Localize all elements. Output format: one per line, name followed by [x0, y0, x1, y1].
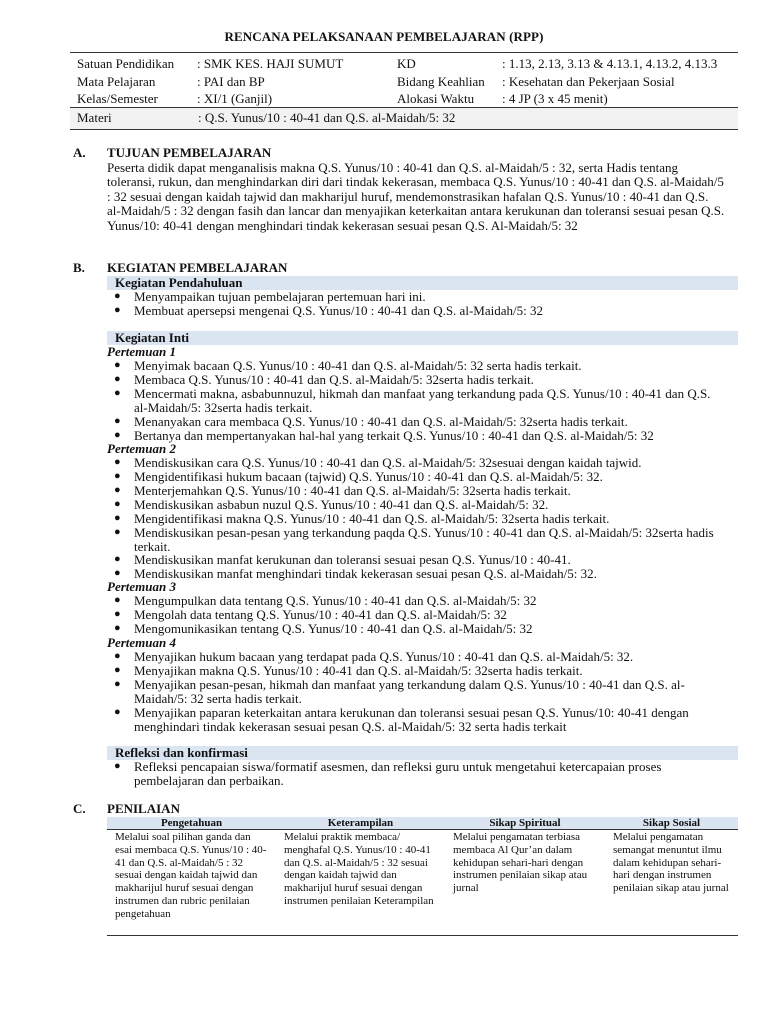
- list-item: [107, 470, 725, 484]
- bullet-icon: ●: [114, 567, 121, 579]
- list-item: [107, 512, 725, 526]
- bullet-icon: ●: [114, 553, 121, 565]
- list-item-text: Menyampaikan tujuan pembelajaran pertemuan hari ini.: [134, 289, 426, 304]
- penilaian-body-row: [107, 830, 738, 936]
- bidang-value: : Kesehatan dan Pekerjaan Sosial: [502, 73, 675, 89]
- list-item: [107, 553, 725, 567]
- alokasi-value: : 4 JP (3 x 45 menit): [502, 91, 608, 106]
- pertemuan-3-label: Pertemuan 3: [107, 579, 176, 594]
- inti-band: Kegiatan Inti: [107, 331, 738, 345]
- col-keterampilan: Keterampilan: [276, 817, 445, 830]
- bullet-icon: ●: [114, 498, 121, 510]
- bullet-icon: ●: [114, 290, 121, 302]
- penilaian-header-row: [107, 817, 738, 830]
- list-item: [107, 290, 725, 304]
- list-item-text: Mengidentifikasi hukum bacaan (tajwid) Q.S. Yunus/10 : 40-41 dan Q.S. al-Maidah/5: 32.: [134, 469, 603, 484]
- list-item-text: Mendiskusikan cara Q.S. Yunus/10 : 40-41 dan Q.S. al-Maidah/5: 32sesuai dengan kaidah tajwid.: [134, 455, 642, 470]
- list-item-text: Refleksi pencapaian siswa/formatif asesmen, dan refleksi guru untuk mengetahui ketercapaian proses pembelajaran dan perbaikan.: [134, 759, 662, 788]
- list-item: [107, 429, 725, 443]
- list-item-text: Mengumpulkan data tentang Q.S. Yunus/10 : 40-41 dan Q.S. al-Maidah/5: 32: [134, 593, 537, 608]
- section-c-title: PENILAIAN: [107, 801, 180, 816]
- list-item: [107, 373, 725, 387]
- list-item-text: Menyajikan makna Q.S. Yunus/10 : 40-41 dan Q.S. al-Maidah/5: 32serta hadis terkait.: [134, 663, 583, 678]
- mapel-label: Mata Pelajaran: [77, 73, 156, 89]
- list-item-text: Mengomunikasikan tentang Q.S. Yunus/10 : 40-41 dan Q.S. al-Maidah/5: 32: [134, 621, 533, 636]
- list-item: [107, 526, 725, 554]
- list-item: [107, 706, 725, 734]
- section-b-letter: B.: [73, 260, 85, 275]
- list-item: [107, 567, 725, 581]
- materi-label: Materi: [77, 110, 112, 125]
- col-pengetahuan: Pengetahuan: [107, 817, 276, 830]
- header-divider-bottom: [70, 129, 738, 130]
- list-item-text: Mengolah data tentang Q.S. Yunus/10 : 40-41 dan Q.S. al-Maidah/5: 32: [134, 607, 507, 622]
- list-item-text: Menyajikan pesan-pesan, hikmah dan manfaat yang terkandung dalam Q.S. Yunus/10 : 40-41 dan Q.S. al-Maidah/5: 32 serta hadis terkait.: [134, 677, 685, 706]
- header-row-satuan: [70, 52, 738, 73]
- list-item: [107, 456, 725, 470]
- list-item-text: Mendiskusikan asbabun nuzul Q.S. Yunus/10 : 40-41 dan Q.S. al-Maidah/5: 32.: [134, 497, 549, 512]
- list-item: [107, 304, 725, 318]
- section-a-title: TUJUAN PEMBELAJARAN: [107, 145, 272, 160]
- col-sikap-sosial: Sikap Sosial: [605, 817, 738, 830]
- list-item: [107, 387, 725, 415]
- bullet-icon: ●: [114, 387, 121, 399]
- cell-keterampilan: Melalui praktik membaca/ menghafal Q.S. Yunus/10 : 40-41 dan Q.S. al-Maidah/5 : 32 sesuai dengan kaidah tajwid dan makharijul huruf sesuai dengan instrumen penilaian Keterampilan: [276, 830, 445, 936]
- pertemuan-1-label: Pertemuan 1: [107, 344, 176, 359]
- bullet-icon: ●: [114, 415, 121, 427]
- bullet-icon: ●: [114, 470, 121, 482]
- materi-value: : Q.S. Yunus/10 : 40-41 dan Q.S. al-Maidah/5: 32: [198, 110, 456, 125]
- list-item: [107, 359, 725, 373]
- bullet-icon: ●: [114, 706, 121, 718]
- section-b-title: KEGIATAN PEMBELAJARAN: [107, 260, 288, 275]
- bullet-icon: ●: [114, 760, 121, 772]
- bullet-icon: ●: [114, 304, 121, 316]
- list-item-text: Menyajikan paparan keterkaitan antara kerukunan dan toleransi sesuai pesan Q.S. Yunus/10: 40-41 dengan menghindari tindak kekerasan sesuai pesan Q.S. al-Maidah/5: 32 serta hadis terkait: [134, 705, 689, 734]
- bullet-icon: ●: [114, 594, 121, 606]
- bullet-icon: ●: [114, 512, 121, 524]
- cell-sikap-spiritual: Melalui pengamatan terbiasa membaca Al Qur’an dalam kehidupan sehari-hari dengan instrumen penilaian sikap atau jurnal: [445, 830, 605, 936]
- pertemuan-4-label: Pertemuan 4: [107, 635, 176, 650]
- list-item-text: Mencermati makna, asbabunnuzul, hikmah dan manfaat yang terkandung pada Q.S. Yunus/10 : 40-41 dan Q.S. al-Maidah/5: 32serta hadis terkait.: [134, 386, 711, 415]
- section-a-letter: A.: [73, 145, 86, 160]
- section-a-paragraph: Peserta didik dapat menganalisis makna Q.S. Yunus/10 : 40-41 dan Q.S. al-Maidah/5 : 32, serta Hadis tentang toleransi, rukun, dan menghindarkan diri dari tindak kekerasan, membaca Q.S. Yunus/10 : 40-41 dan Q.S. al-Maidah/5 : 32 sesuai dengan kaidah tajwid dan makharijul huruf, mendemonstrasikan hafalan Q.S. Yunus/10 : 40-41 dan Q.S. al-Maidah/5 : 32 dengan fasih dan lancar dan menyajikan keterkaitan antara kerukunan dan toleransi sesuai pesan Q.S. Yunus/10: 40-41 dengan menghindari tindak kekerasan sesuai pesan Q.S. Al-Maidah/5: 32: [107, 160, 725, 233]
- bullet-icon: ●: [114, 650, 121, 662]
- list-item-text: Menyajikan hukum bacaan yang terdapat pada Q.S. Yunus/10 : 40-41 dan Q.S. al-Maidah/5: 32.: [134, 649, 634, 664]
- mapel-value: : PAI dan BP: [197, 73, 265, 89]
- list-item-text: Bertanya dan mempertanyakan hal-hal yang terkait Q.S. Yunus/10 : 40-41 dan Q.S. al-Maidah/5: 32: [134, 428, 654, 443]
- kd-value: : 1.13, 2.13, 3.13 & 4.13.1, 4.13.2, 4.13.3: [502, 56, 718, 71]
- materi-row: [77, 110, 456, 126]
- list-item: [107, 498, 725, 512]
- bullet-icon: ●: [114, 359, 121, 371]
- list-item: [107, 594, 725, 608]
- document-title: RENCANA PELAKSANAAN PEMBELAJARAN (RPP): [224, 29, 544, 44]
- list-item-text: Menanyakan cara membaca Q.S. Yunus/10 : 40-41 dan Q.S. al-Maidah/5: 32serta hadis terkait.: [134, 414, 628, 429]
- list-item-text: Membuat apersepsi mengenai Q.S. Yunus/10 : 40-41 dan Q.S. al-Maidah/5: 32: [134, 303, 543, 318]
- col-sikap-spiritual: Sikap Spiritual: [445, 817, 605, 830]
- bullet-icon: ●: [114, 622, 121, 634]
- list-item-text: Mendiskusikan manfat menghindari tindak kekerasan sesuai pesan Q.S. al-Maidah/5: 32.: [134, 566, 597, 581]
- list-item: [107, 484, 725, 498]
- pertemuan-2-label: Pertemuan 2: [107, 441, 176, 456]
- kelas-value: : XI/1 (Ganjil): [197, 91, 273, 106]
- list-item: [107, 650, 725, 664]
- list-item-text: Membaca Q.S. Yunus/10 : 40-41 dan Q.S. al-Maidah/5: 32serta hadis terkait.: [134, 372, 534, 387]
- header-info-table: [70, 52, 738, 111]
- list-item-text: Menyimak bacaan Q.S. Yunus/10 : 40-41 dan Q.S. al-Maidah/5: 32 serta hadis terkait.: [134, 358, 582, 373]
- section-c-letter: C.: [73, 801, 86, 816]
- list-item: [107, 608, 725, 622]
- bullet-icon: ●: [114, 373, 121, 385]
- cell-pengetahuan: Melalui soal pilihan ganda dan esai membaca Q.S. Yunus/10 : 40-41 dan Q.S. al-Maidah/5 : 32 sesuai dengan kaidah tajwid dan makharijul huruf sesuai dengan instrumen dan rubric penilaian pengetahuan: [107, 830, 276, 936]
- cell-sikap-sosial: Melalui pengamatan semangat menuntut ilmu dalam kehidupan sehari-hari dengan instrumen penilaian sikap atau jurnal: [605, 830, 738, 936]
- list-item-text: Menterjemahkan Q.S. Yunus/10 : 40-41 dan Q.S. al-Maidah/5: 32serta hadis terkait.: [134, 483, 571, 498]
- header-row-mapel: [70, 73, 738, 91]
- list-item-text: Mengidentifikasi makna Q.S. Yunus/10 : 40-41 dan Q.S. al-Maidah/5: 32serta hadis terkait.: [134, 511, 610, 526]
- satuan-value: : SMK KES. HAJI SUMUT: [197, 56, 344, 71]
- list-item-text: Mendiskusikan manfat kerukunan dan toleransi sesuai pesan Q.S. Yunus/10 : 40-41.: [134, 552, 571, 567]
- bidang-label: Bidang Keahlian: [397, 73, 485, 89]
- alokasi-label: Alokasi Waktu: [397, 91, 475, 106]
- bullet-icon: ●: [114, 608, 121, 620]
- list-item: [107, 678, 725, 706]
- bullet-icon: ●: [114, 429, 121, 441]
- list-item: [107, 415, 725, 429]
- bullet-icon: ●: [114, 678, 121, 690]
- list-item: [107, 664, 725, 678]
- kd-label: KD: [397, 56, 416, 71]
- refleksi-band: Refleksi dan konfirmasi: [107, 746, 738, 760]
- pendahuluan-band: Kegiatan Pendahuluan: [107, 276, 738, 290]
- satuan-label: Satuan Pendidikan: [77, 56, 175, 71]
- bullet-icon: ●: [114, 526, 121, 538]
- list-item-text: Mendiskusikan pesan-pesan yang terkandung paqda Q.S. Yunus/10 : 40-41 dan Q.S. al-Maidah/5: 32serta hadis terkait.: [134, 525, 714, 554]
- list-item: [107, 622, 725, 636]
- bullet-icon: ●: [114, 664, 121, 676]
- list-item: [107, 760, 725, 788]
- bullet-icon: ●: [114, 456, 121, 468]
- kelas-label: Kelas/Semester: [77, 91, 158, 106]
- bullet-icon: ●: [114, 484, 121, 496]
- penilaian-table: [107, 817, 738, 936]
